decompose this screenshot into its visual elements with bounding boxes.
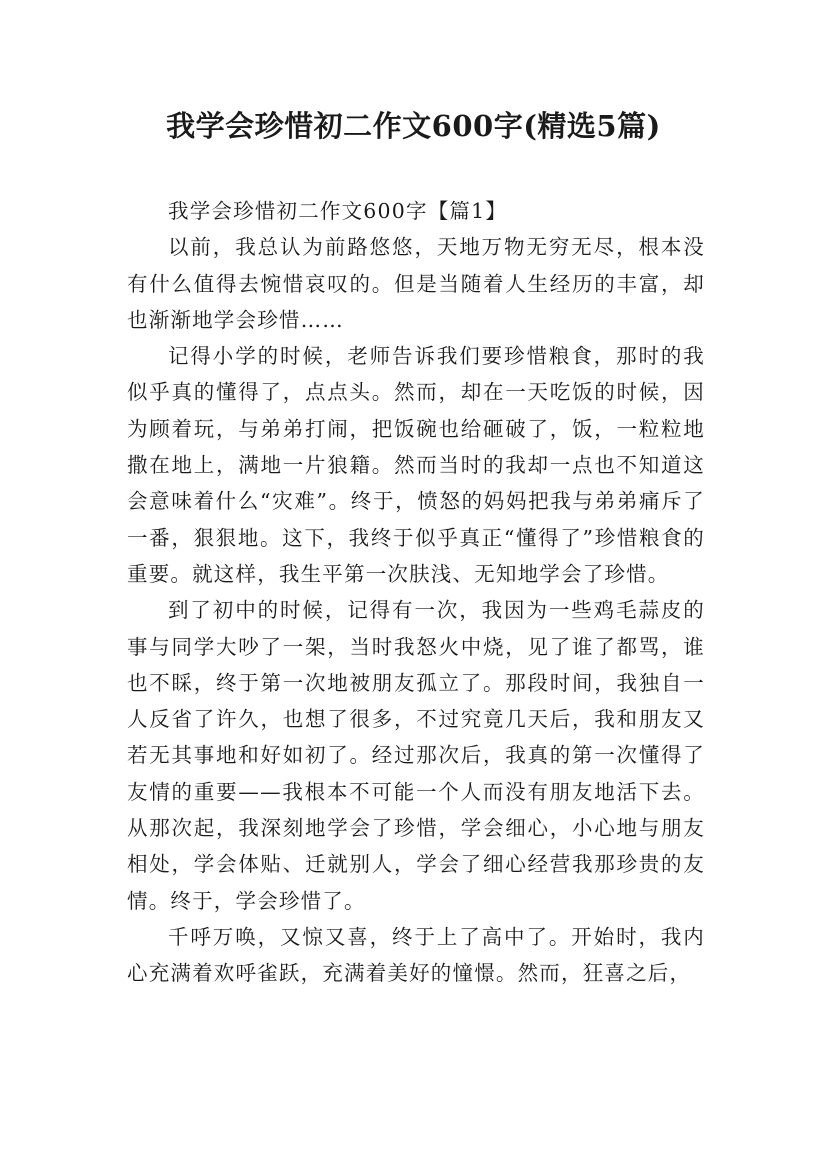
- document-title: 我学会珍惜初二作文600字(精选5篇): [166, 109, 661, 143]
- paragraph: 以前，我总认为前路悠悠，天地万物无穷无尽，根本没有什么值得去惋惜哀叹的。但是当随着人生经历的丰富，却也渐渐地学会珍惜……: [127, 235, 705, 332]
- paragraph: 记得小学的时候，老师告诉我们要珍惜粮食，那时的我似乎真的懂得了，点点头。然而，却在一天吃饭的时候，因为顾着玩，与弟弟打闹，把饭碗也给砸破了，饭，一粒粒地撒在地上，满地一片狼籍。然而当时的我却一点也不知道这会意味着什么“灾难”。终于，愤怒的妈妈把我与弟弟痛斥了一番，狠狠地。这下，我终于似乎真正“懂得了”珍惜粮食的重要。就这样，我生平第一次肤浅、无知地学会了珍惜。: [127, 344, 705, 586]
- paragraph: 千呼万唤，又惊又喜，终于上了高中了。开始时，我内心充满着欢呼雀跃，充满着美好的憧憬。然而，狂喜之后，: [127, 924, 705, 986]
- paragraph: 到了初中的时候，记得有一次，我因为一些鸡毛蒜皮的事与同学大吵了一架，当时我怒火中烧，见了谁了都骂，谁也不睬，终于第一次地被朋友孤立了。那段时间，我独自一人反省了许久，也想了很多，不过究竟几天后，我和朋友又若无其事地和好如初了。经过那次后，我真的第一次懂得了友情的重要——我根本不可能一个人而没有朋友地活下去。从那次起，我深刻地学会了珍惜，学会细心，小心地与朋友相处，学会体贴、迁就别人，学会了细心经营我那珍贵的友情。终于，学会珍惜了。: [127, 598, 705, 913]
- section-heading: 我学会珍惜初二作文600字【篇1】: [168, 199, 508, 223]
- document-body: [127, 193, 705, 992]
